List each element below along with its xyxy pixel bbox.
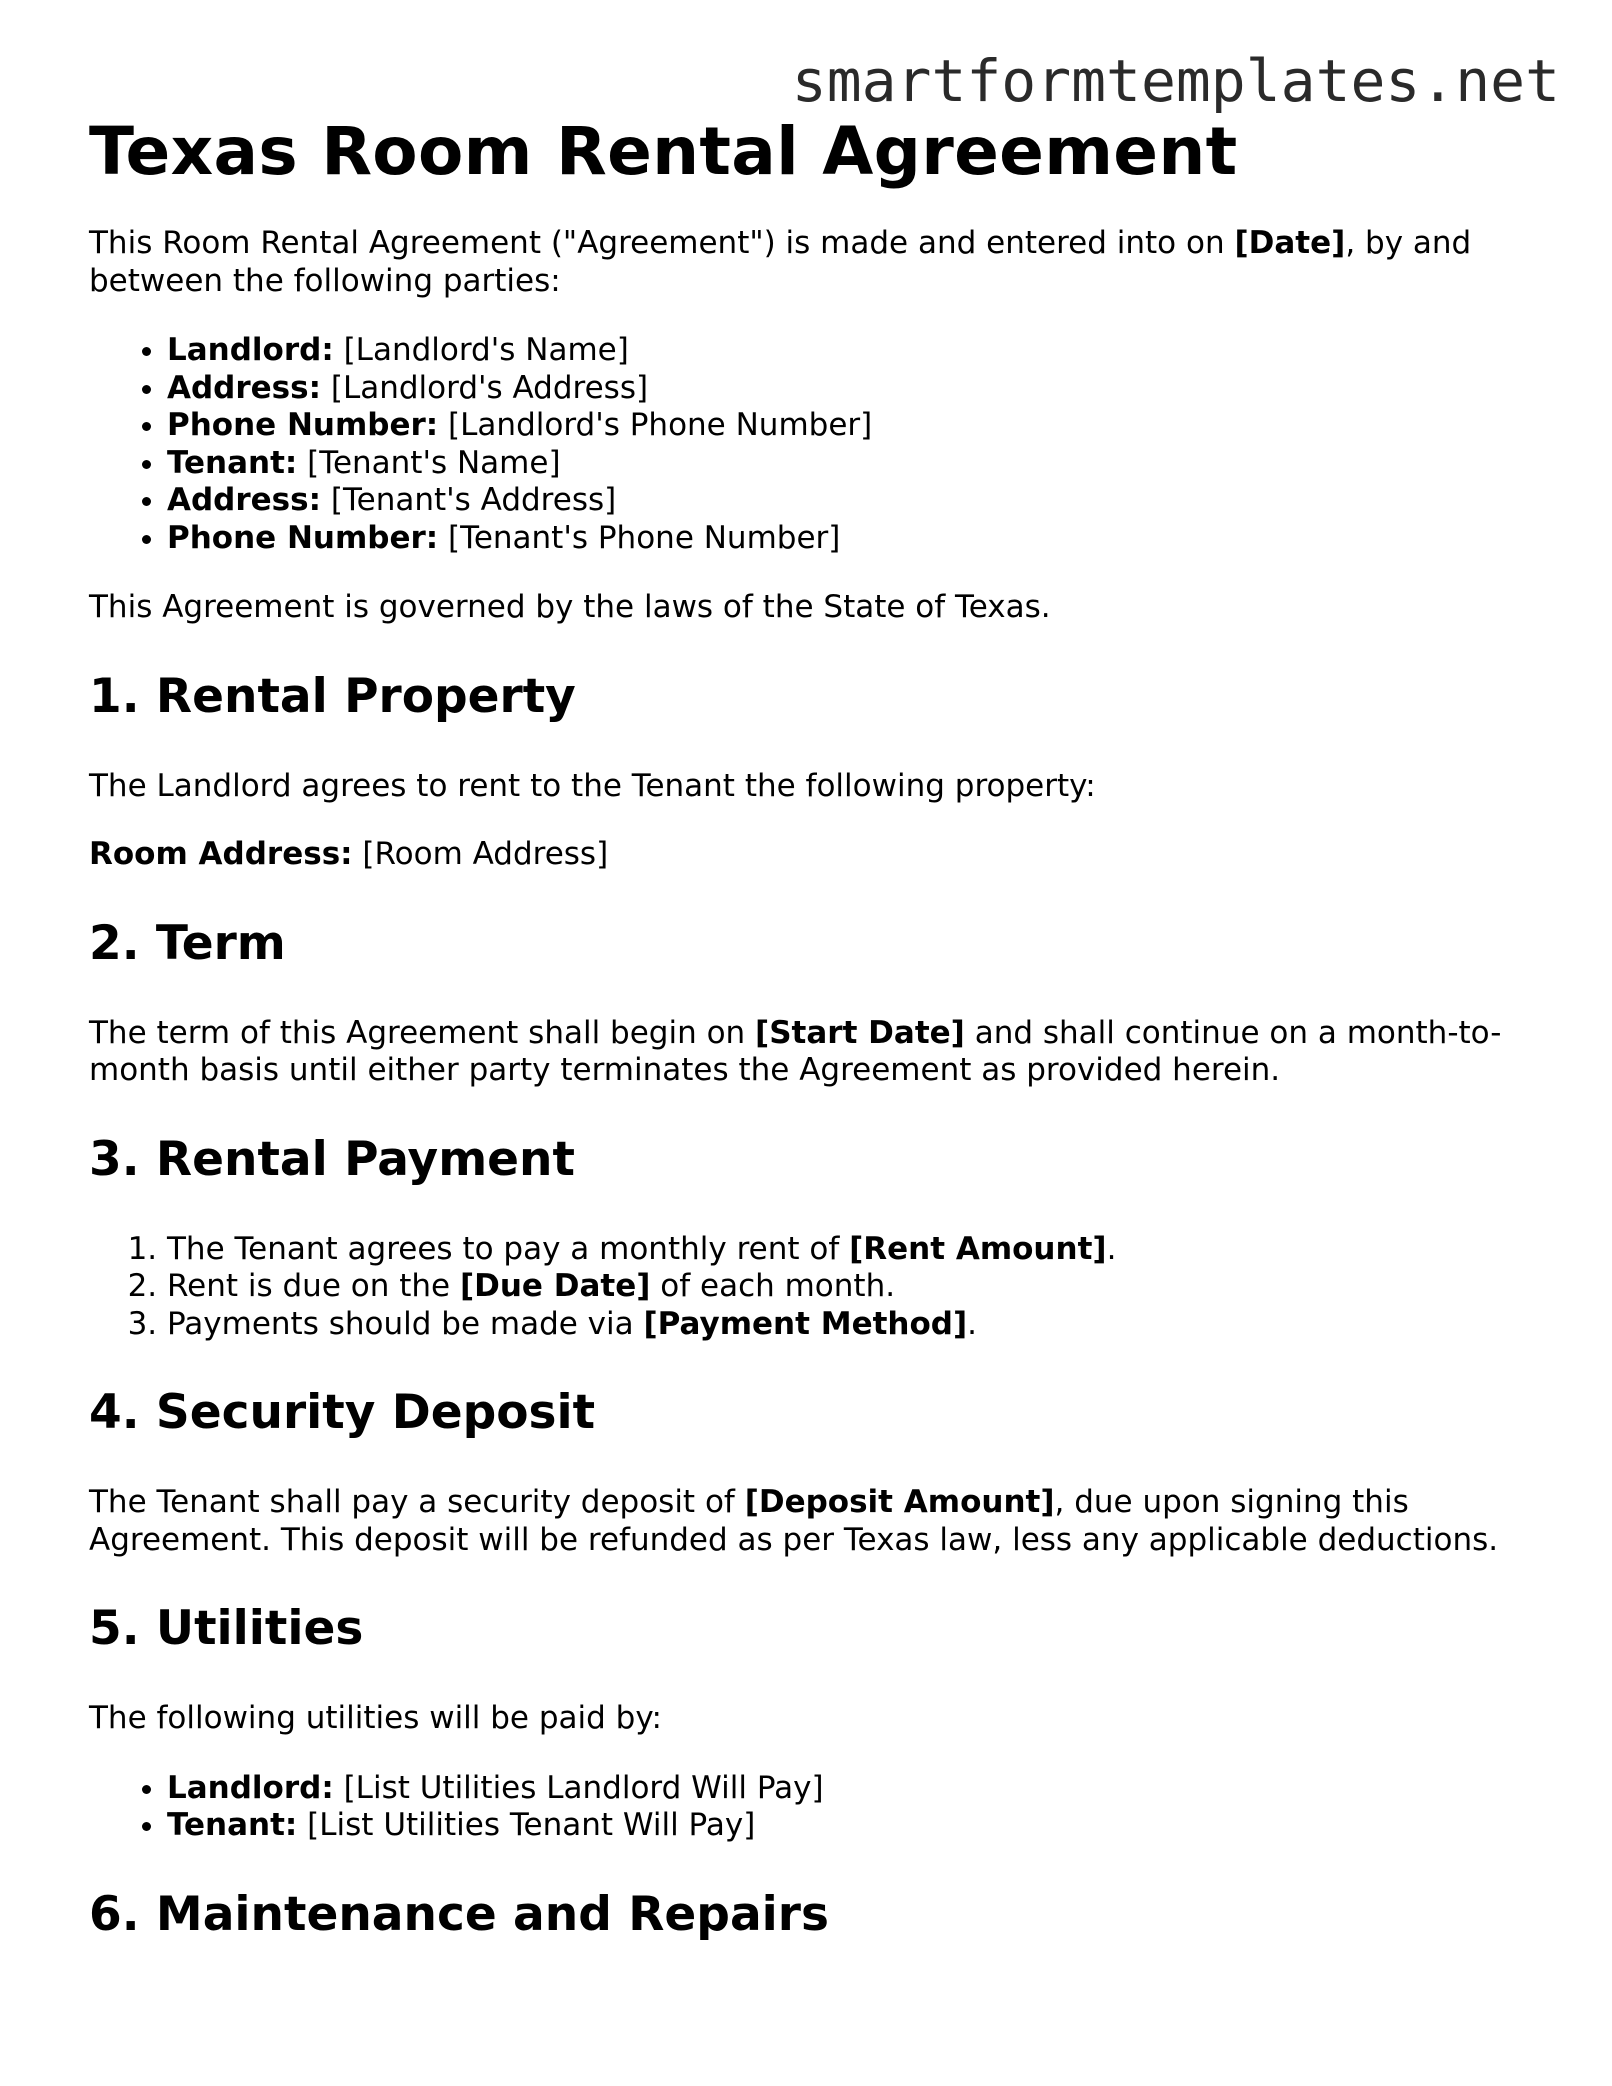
party-label: Tenant: [167,444,298,481]
intro-text-end: , by and between the following parties: [89,225,1472,299]
parties-list [89,332,1529,557]
section-heading-rental-property: 1. Rental Property [89,668,576,724]
party-label: Address: [167,482,321,518]
room-address-value: [Room Address] [352,836,609,872]
document-title: Texas Room Rental Agreement [89,113,1238,190]
party-value: [Tenant's Address] [321,482,617,518]
utilities-list [89,1770,1529,1845]
agreement-date-placeholder: [Date] [1234,225,1346,261]
document-body [89,112,1529,1945]
section-heading-rental-payment: 3. Rental Payment [89,1131,575,1187]
party-value: [Landlord's Phone Number] [438,407,873,443]
party-tenant-name [167,445,1529,483]
payment-term-text: of each month. [650,1268,896,1304]
utilities-value: [List Utilities Tenant Will Pay] [297,1807,756,1843]
payment-term-text: Payments should be made via [167,1305,644,1342]
payment-term-text: . [967,1305,978,1342]
payment-method-placeholder: [Payment Method] [643,1305,968,1342]
party-landlord-address [167,370,1529,408]
term-paragraph [89,1015,1529,1090]
party-label: Phone Number: [167,407,439,443]
watermark: smartformtemplates.net [791,47,1560,115]
payment-term-item [167,1306,1529,1344]
utilities-landlord-item [167,1770,1529,1808]
payment-term-text: Rent is due on the [167,1268,460,1304]
governing-law-paragraph: This Agreement is governed by the laws of the State of Texas. [89,589,1051,625]
party-label: Landlord: [167,332,334,368]
intro-paragraph [89,225,1529,300]
payment-term-item [167,1268,1529,1306]
room-address-label: Room Address: [89,836,353,872]
utilities-label: Tenant: [167,1807,298,1843]
utilities-paragraph: The following utilities will be paid by: [89,1700,662,1736]
utilities-label: Landlord: [167,1769,334,1806]
payment-term-text: . [1106,1230,1117,1267]
party-landlord-phone [167,407,1529,445]
rent-amount-placeholder: [Rent Amount] [849,1230,1107,1267]
party-landlord-name [167,332,1529,370]
section-heading-utilities: 5. Utilities [89,1601,364,1656]
payment-terms-list [89,1231,1529,1344]
intro-text-start: This Room Rental Agreement ("Agreement") is made and entered into on [89,225,1235,261]
deposit-text-start: The Tenant shall pay a security deposit of [89,1484,745,1520]
party-value: [Tenant's Phone Number] [438,519,841,556]
party-label: Address: [167,369,321,406]
term-text-end: and shall continue on a month-to-month basis until either party terminates the Agreement as provided herein. [89,1014,1502,1088]
deposit-amount-placeholder: [Deposit Amount] [744,1484,1055,1520]
start-date-placeholder: [Start Date] [755,1014,965,1051]
term-text-start: The term of this Agreement shall begin on [89,1014,756,1051]
party-value: [Landlord's Address] [321,369,649,406]
party-value: [Tenant's Name] [297,444,561,481]
security-deposit-paragraph [89,1484,1529,1559]
deposit-text-end: , due upon signing this Agreement. This deposit will be refunded as per Texas law, less any applicable deductions. [89,1484,1499,1558]
party-label: Phone Number: [167,519,439,556]
utilities-tenant-item [167,1807,1529,1845]
party-value: [Landlord's Name] [333,332,629,368]
due-date-placeholder: [Due Date] [459,1268,651,1304]
utilities-value: [List Utilities Landlord Will Pay] [333,1769,824,1806]
section-heading-security-deposit: 4. Security Deposit [89,1385,596,1440]
section-heading-maintenance: 6. Maintenance and Repairs [89,1886,829,1942]
section-heading-term: 2. Term [89,915,286,971]
party-tenant-address [167,482,1529,520]
party-tenant-phone [167,520,1529,558]
rental-property-paragraph: The Landlord agrees to rent to the Tenant the following property: [89,767,1096,804]
room-address-line [89,836,1529,874]
payment-term-text: The Tenant agrees to pay a monthly rent of [167,1230,850,1267]
payment-term-item [167,1231,1529,1269]
